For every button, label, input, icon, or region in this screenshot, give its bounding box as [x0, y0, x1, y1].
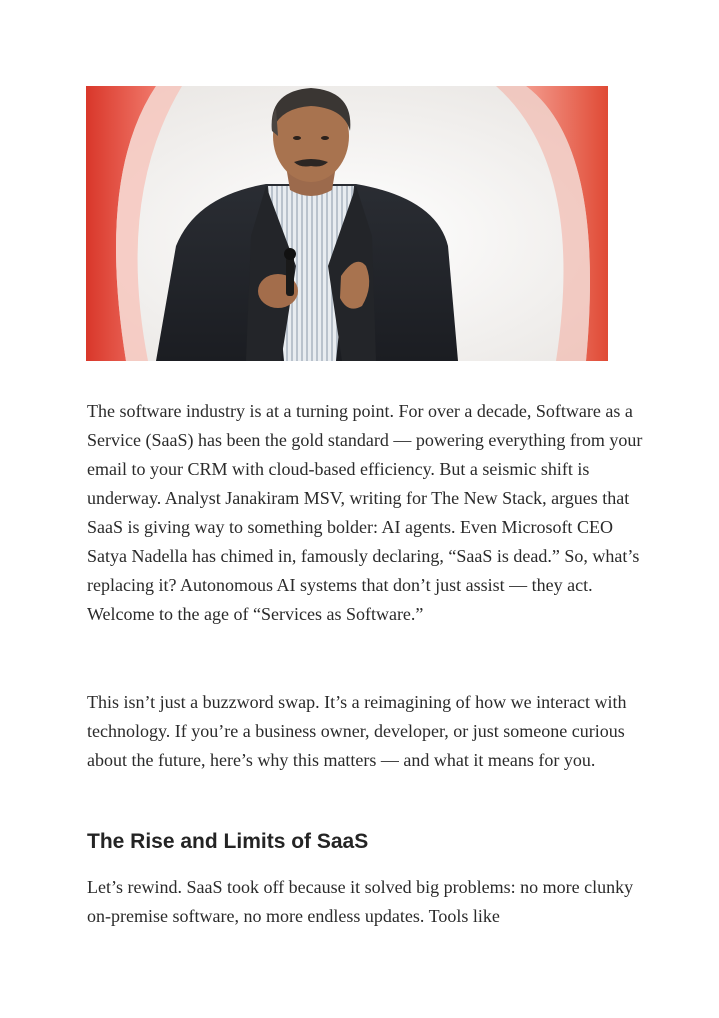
intro-paragraph: The software industry is at a turning point. For over a decade, Software as a Service (SaaS) has been the gold standard — powering everything from your email to your CRM with cloud-based efficiency. But a seismic shift is underway. Analyst Janakiram MSV, writing for The New Stack, argues that SaaS is giving way to something bolder: AI agents. Even Microsoft CEO Satya Nadella has chimed in, famously declaring, “SaaS is dead.” So, what’s replacing it? Autonomous AI systems that don’t just assist — they act. Welcome to the age of “Services as Software.” [87, 401, 643, 624]
hero-photo [86, 86, 608, 361]
section-paragraph: Let’s rewind. SaaS took off because it solved big problems: no more clunky on-premise software, no more endless updates. Tools like [87, 877, 634, 926]
context-paragraph: This isn’t just a buzzword swap. It’s a reimagining of how we interact with technology. If you’re a business owner, developer, or just someone curious about the future, here’s why this matters — and what it means for you. [87, 692, 627, 770]
section-heading: The Rise and Limits of SaaS [87, 830, 369, 853]
